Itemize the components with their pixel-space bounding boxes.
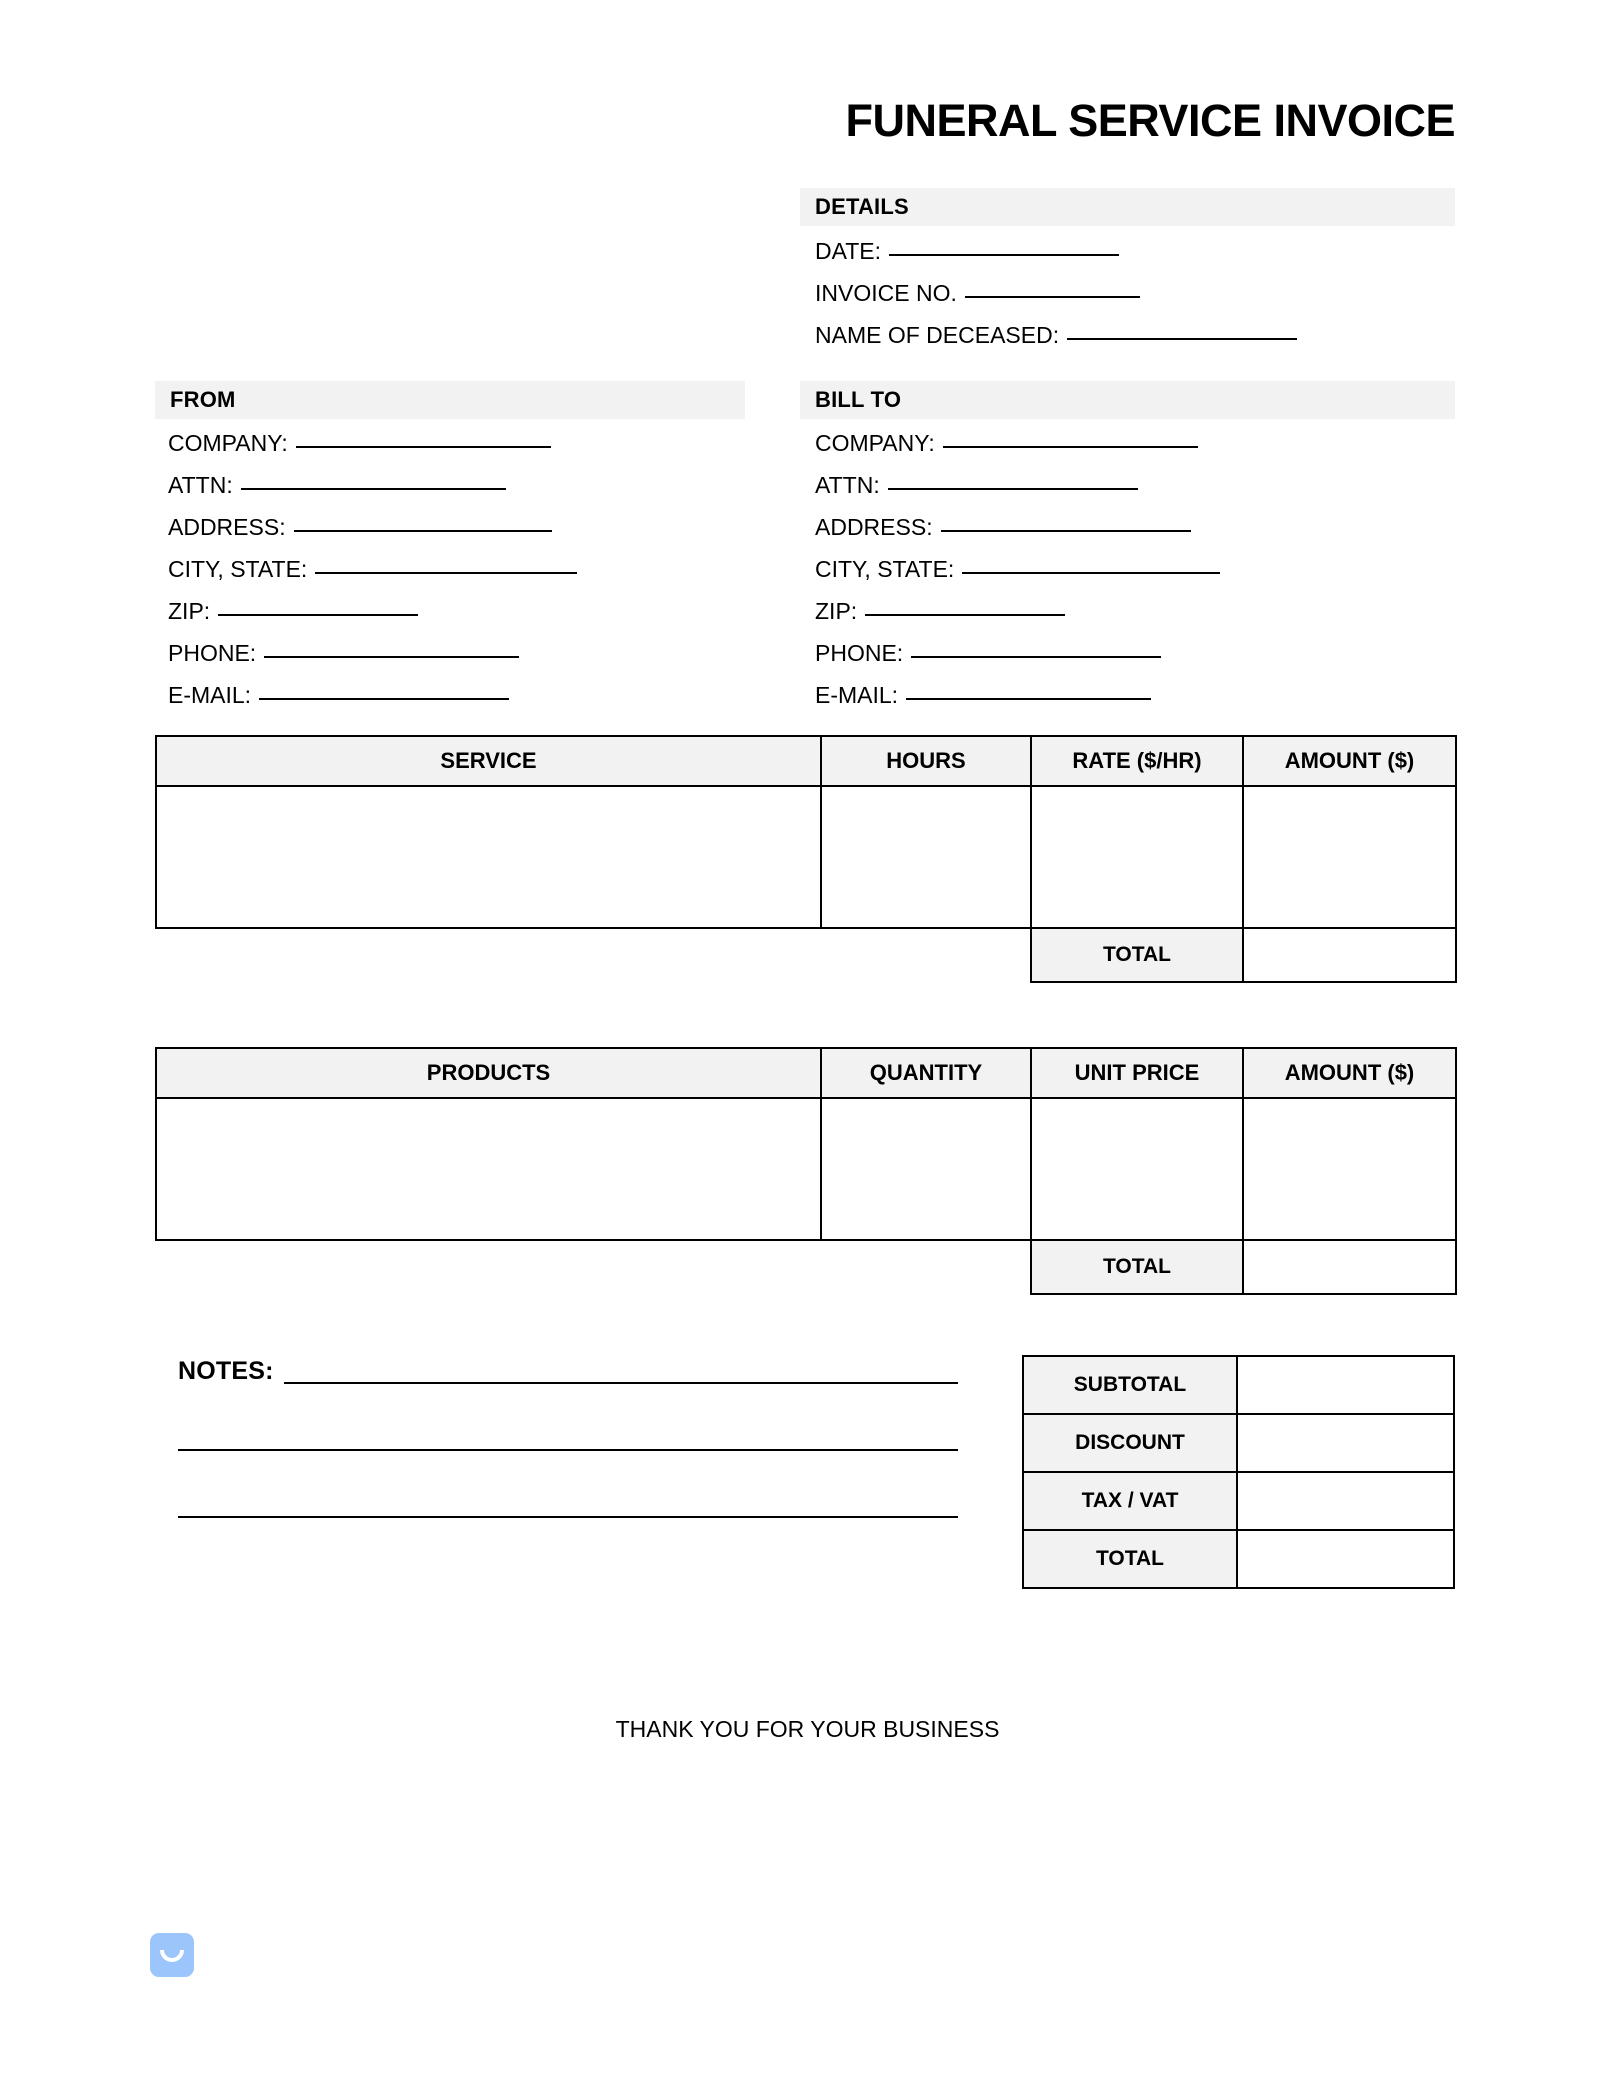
summary-row bbox=[1023, 1472, 1454, 1530]
details-field-label: DATE: bbox=[815, 238, 882, 264]
bill-to-field-input[interactable] bbox=[911, 655, 1161, 658]
notes-label: NOTES: bbox=[178, 1357, 274, 1385]
thank-you-note: THANK YOU FOR YOUR BUSINESS bbox=[615, 1716, 1000, 1742]
products-table-body bbox=[156, 1098, 1456, 1294]
service-table-total-spacer bbox=[156, 928, 821, 982]
from-field-label: E-MAIL: bbox=[168, 682, 252, 708]
products-table-column-header: QUANTITY bbox=[821, 1048, 1031, 1098]
from-field-row bbox=[168, 682, 577, 724]
smile-curve-shape bbox=[160, 1950, 184, 1962]
summary-label-tax-vat: TAX / VAT bbox=[1023, 1472, 1237, 1530]
products-header-row bbox=[156, 1048, 1456, 1098]
bill-to-heading: BILL TO bbox=[815, 387, 902, 412]
from-heading: FROM bbox=[170, 387, 236, 412]
from-section-header bbox=[155, 381, 745, 419]
products-table-column-header: AMOUNT ($) bbox=[1243, 1048, 1456, 1098]
products-table-total-row bbox=[156, 1240, 1456, 1294]
service-table-body bbox=[156, 786, 1456, 982]
bill-to-field-row bbox=[815, 682, 1220, 724]
service-table-total-spacer bbox=[821, 928, 1031, 982]
bill-to-field-row bbox=[815, 430, 1220, 472]
service-table-head bbox=[156, 736, 1456, 786]
from-field-row bbox=[168, 472, 577, 514]
summary-label-total: TOTAL bbox=[1023, 1530, 1237, 1588]
service-table-total-row bbox=[156, 928, 1456, 982]
summary-value-subtotal[interactable] bbox=[1237, 1356, 1454, 1414]
bill-to-field-label: ADDRESS: bbox=[815, 514, 933, 540]
service-table-cell-service[interactable] bbox=[156, 786, 821, 928]
bill-to-section-header bbox=[800, 381, 1455, 419]
bill-to-fields bbox=[815, 430, 1220, 724]
bill-to-field-label: PHONE: bbox=[815, 640, 904, 666]
notes-block bbox=[178, 1358, 958, 1518]
service-table-column-header: HOURS bbox=[821, 736, 1031, 786]
summary-value-tax-vat[interactable] bbox=[1237, 1472, 1454, 1530]
bill-to-field-label: E-MAIL: bbox=[815, 682, 899, 708]
summary-table bbox=[1022, 1355, 1455, 1589]
bill-to-field-row bbox=[815, 556, 1220, 598]
bill-to-field-input[interactable] bbox=[962, 571, 1220, 574]
details-field-input[interactable] bbox=[889, 253, 1119, 256]
from-field-label: ZIP: bbox=[168, 598, 211, 624]
from-field-label: COMPANY: bbox=[168, 430, 288, 456]
summary-row bbox=[1023, 1530, 1454, 1588]
summary-label-subtotal: SUBTOTAL bbox=[1023, 1356, 1237, 1414]
bill-to-field-row bbox=[815, 640, 1220, 682]
products-table-cell-quantity[interactable] bbox=[821, 1098, 1031, 1240]
notes-input-line-1[interactable] bbox=[284, 1358, 958, 1384]
products-table bbox=[155, 1047, 1457, 1295]
products-table-total-value[interactable] bbox=[1243, 1240, 1456, 1294]
page-title: FUNERAL SERVICE INVOICE bbox=[845, 95, 1455, 146]
from-field-row bbox=[168, 514, 577, 556]
products-table-total-spacer bbox=[156, 1240, 821, 1294]
from-fields bbox=[168, 430, 577, 724]
from-field-label: PHONE: bbox=[168, 640, 257, 666]
details-field-input[interactable] bbox=[965, 295, 1140, 298]
service-table-cell-hours[interactable] bbox=[821, 786, 1031, 928]
from-field-row bbox=[168, 640, 577, 682]
from-field-label: ADDRESS: bbox=[168, 514, 286, 540]
summary-label-discount: DISCOUNT bbox=[1023, 1414, 1237, 1472]
smile-logo-icon bbox=[150, 1933, 194, 1977]
summary-value-discount[interactable] bbox=[1237, 1414, 1454, 1472]
products-table-head bbox=[156, 1048, 1456, 1098]
details-field-label: INVOICE NO. bbox=[815, 280, 957, 306]
service-table-total-value[interactable] bbox=[1243, 928, 1456, 982]
products-table-column-header: PRODUCTS bbox=[156, 1048, 821, 1098]
service-table-total-label: TOTAL bbox=[1031, 928, 1243, 982]
bill-to-field-label: COMPANY: bbox=[815, 430, 935, 456]
summary-value-total[interactable] bbox=[1237, 1530, 1454, 1588]
service-table-column-header: SERVICE bbox=[156, 736, 821, 786]
service-table-row bbox=[156, 786, 1456, 928]
bill-to-field-input[interactable] bbox=[865, 613, 1065, 616]
summary-table-body bbox=[1023, 1356, 1454, 1588]
bill-to-field-row bbox=[815, 598, 1220, 640]
summary-row bbox=[1023, 1356, 1454, 1414]
products-table-total-label: TOTAL bbox=[1031, 1240, 1243, 1294]
bill-to-field-label: ZIP: bbox=[815, 598, 858, 624]
details-field-row bbox=[815, 280, 1297, 322]
from-field-input[interactable] bbox=[264, 655, 519, 658]
service-table-column-header: AMOUNT ($) bbox=[1243, 736, 1456, 786]
details-section-header bbox=[800, 188, 1455, 226]
notes-input-line-3[interactable] bbox=[178, 1451, 958, 1518]
products-table-column-header: UNIT PRICE bbox=[1031, 1048, 1243, 1098]
products-table-cell-product[interactable] bbox=[156, 1098, 821, 1240]
summary-row bbox=[1023, 1414, 1454, 1472]
from-field-label: CITY, STATE: bbox=[168, 556, 308, 582]
from-field-input[interactable] bbox=[315, 571, 577, 574]
products-table-cell-amount[interactable] bbox=[1243, 1098, 1456, 1240]
service-table-cell-rate[interactable] bbox=[1031, 786, 1243, 928]
products-table-row bbox=[156, 1098, 1456, 1240]
bill-to-field-input[interactable] bbox=[888, 487, 1138, 490]
notes-first-line bbox=[178, 1358, 958, 1384]
bill-to-field-input[interactable] bbox=[906, 697, 1151, 700]
bill-to-field-input[interactable] bbox=[941, 529, 1191, 532]
products-table-cell-unit_price[interactable] bbox=[1031, 1098, 1243, 1240]
notes-input-line-2[interactable] bbox=[178, 1384, 958, 1451]
service-table-cell-amount[interactable] bbox=[1243, 786, 1456, 928]
products-table-total-spacer bbox=[821, 1240, 1031, 1294]
service-header-row bbox=[156, 736, 1456, 786]
details-field-row bbox=[815, 322, 1297, 364]
bill-to-field-input[interactable] bbox=[943, 445, 1198, 448]
details-field-label: NAME OF DECEASED: bbox=[815, 322, 1060, 348]
bill-to-field-label: CITY, STATE: bbox=[815, 556, 955, 582]
bill-to-field-label: ATTN: bbox=[815, 472, 880, 498]
from-field-row bbox=[168, 598, 577, 640]
details-field-row bbox=[815, 238, 1297, 280]
from-field-row bbox=[168, 556, 577, 598]
from-field-input[interactable] bbox=[296, 445, 551, 448]
from-field-input[interactable] bbox=[241, 487, 506, 490]
from-field-input[interactable] bbox=[294, 529, 552, 532]
service-table bbox=[155, 735, 1457, 983]
service-table-column-header: RATE ($/HR) bbox=[1031, 736, 1243, 786]
from-field-label: ATTN: bbox=[168, 472, 233, 498]
from-field-row bbox=[168, 430, 577, 472]
from-field-input[interactable] bbox=[259, 697, 509, 700]
bill-to-field-row bbox=[815, 514, 1220, 556]
details-field-input[interactable] bbox=[1067, 337, 1297, 340]
details-heading: DETAILS bbox=[815, 194, 909, 219]
bill-to-field-row bbox=[815, 472, 1220, 514]
from-field-input[interactable] bbox=[218, 613, 418, 616]
details-fields bbox=[815, 238, 1297, 364]
